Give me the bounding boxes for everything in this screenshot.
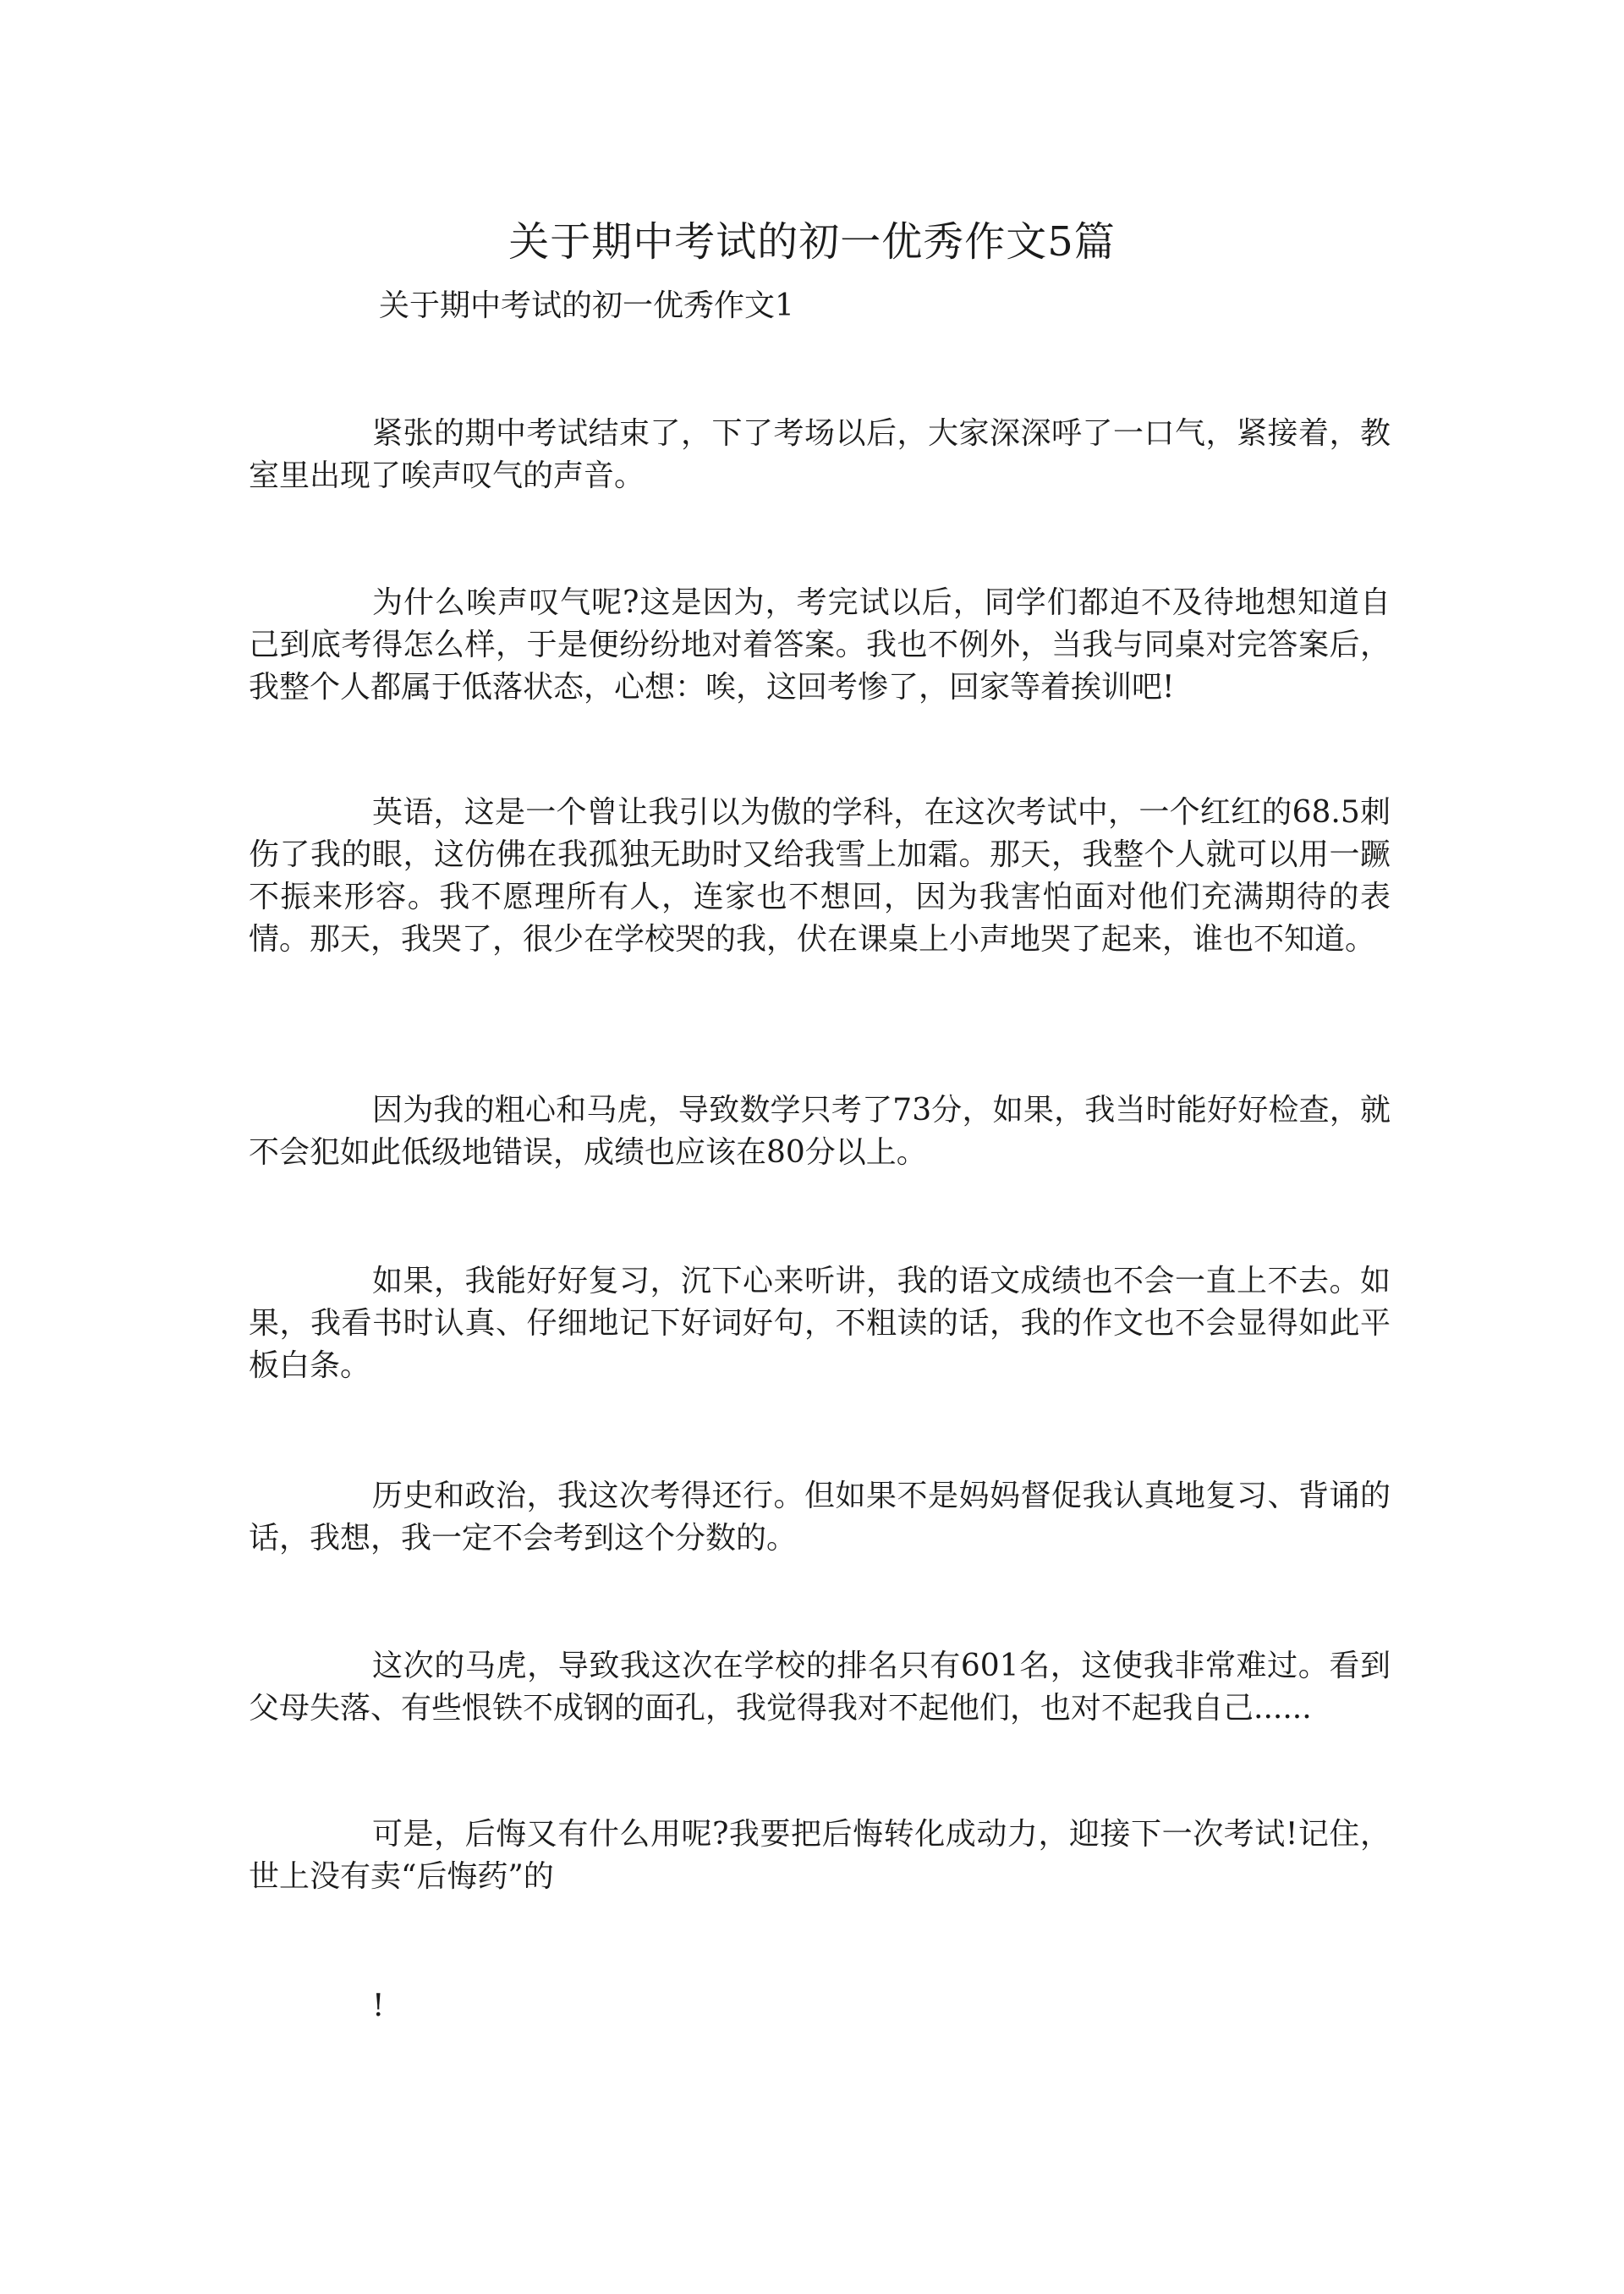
paragraph: 英语，这是一个曾让我引以为傲的学科，在这次考试中，一个红红的68.5刺伤了我的眼，这仿佛在我孤独无助时又给我雪上加霜。那天，我整个人就可以用一蹶不振来形容。我不愿理所有人，连家也不想回，因为我害怕面对他们充满期待的表情。那天，我哭了，很少在学校哭的我，伏在课桌上小声地哭了起来，谁也不知道。: [249, 795, 1391, 957]
essay-heading: 关于期中考试的初一优秀作文1: [379, 288, 794, 323]
paragraph: 这次的马虎，导致我这次在学校的排名只有601名，这使我非常难过。看到父母失落、有些恨铁不成钢的面孔，我觉得我对不起他们，也对不起我自己......: [249, 1649, 1391, 1726]
paragraph: !: [372, 1989, 385, 2023]
paragraph: 紧张的期中考试结束了，下了考场以后，大家深深呼了一口气，紧接着，教室里出现了唉声叹气的声音。: [249, 416, 1391, 493]
paragraph: 可是，后悔又有什么用呢?我要把后悔转化成动力，迎接下一次考试!记住，世上没有卖“后悔药”的: [249, 1817, 1391, 1894]
paragraph: 为什么唉声叹气呢?这是因为，考完试以后，同学们都迫不及待地想知道自己到底考得怎么样，于是便纷纷地对着答案。我也不例外，当我与同桌对完答案后，我整个人都属于低落状态，心想：唉，这回考惨了，回家等着挨训吧!: [249, 585, 1391, 705]
paragraph: 如果，我能好好复习，沉下心来听讲，我的语文成绩也不会一直上不去。如果，我看书时认真、仔细地记下好词好句，不粗读的话，我的作文也不会显得如此平板白条。: [249, 1264, 1391, 1383]
paragraph: 历史和政治，我这次考得还行。但如果不是妈妈督促我认真地复习、背诵的话，我想，我一定不会考到这个分数的。: [249, 1479, 1391, 1556]
document-title: 关于期中考试的初一优秀作文5篇: [508, 218, 1116, 266]
paragraph: 因为我的粗心和马虎，导致数学只考了73分，如果，我当时能好好检查，就不会犯如此低级地错误，成绩也应该在80分以上。: [249, 1093, 1391, 1170]
